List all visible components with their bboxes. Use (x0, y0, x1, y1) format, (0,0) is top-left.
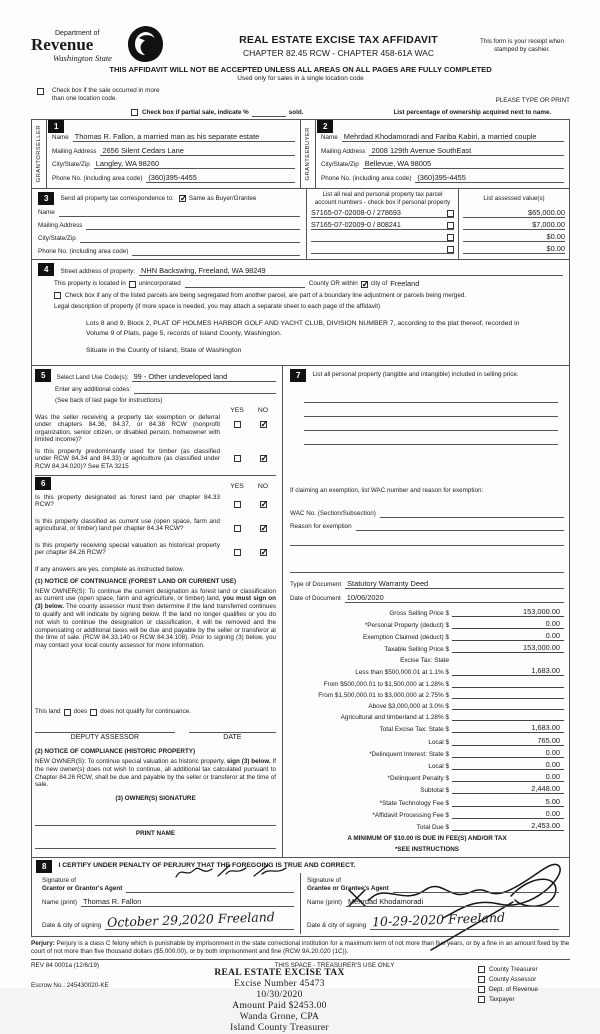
s5-q1-yes-checkbox[interactable] (234, 421, 241, 428)
property-section (31, 259, 570, 366)
distribution-label: Dept. of Revenue (489, 985, 539, 993)
grantor-date-city-field[interactable]: October 29,2020 Freeland (106, 908, 276, 930)
taxable-selling-price[interactable]: 153,000.00 (452, 643, 564, 653)
seller-csz-label: City/State/Zip (52, 161, 90, 168)
logo-dept-of: Department of (55, 30, 100, 37)
city-value[interactable]: Freeland (390, 279, 420, 288)
owners-signature-label: (3) OWNER(S) SIGNATURE (115, 795, 196, 803)
assessed-value[interactable]: $0.00 (463, 230, 565, 242)
tier3-tax[interactable] (452, 690, 564, 699)
legal-description: Lots 8 and 9, Block 2, PLAT OF HOLMES HARBOR GOLF AND YACHT CLUB, DIVISION NUMBER 7, according to the plat thereof, recorded in Volume 9 of Plats, page 5, records of Island County, Washington. (86, 320, 520, 337)
total-excise-local[interactable]: 765.00 (452, 736, 564, 746)
partial-sale-sold: sold. (288, 109, 304, 116)
please-type-label: PLEASE TYPE OR PRINT (495, 97, 570, 104)
corr-phone-field[interactable] (132, 247, 300, 256)
personal-property-deduct[interactable]: 0.00 (452, 619, 564, 629)
deputy-assessor-label: DEPUTY ASSESSOR (70, 734, 140, 742)
street-address-field[interactable]: NHN Backswing, Freeland, WA 98249 (139, 266, 563, 276)
affidavit-processing-fee[interactable]: 0.00 (452, 809, 564, 819)
minimum-fee-note: A MINIMUM OF $10.00 IS DUE IN FEE(S) AND/OR TAX (347, 834, 507, 842)
correspondence-label: Send all property tax correspondence to: (60, 194, 174, 202)
segregated-label: Check box if any of the listed parcels are being segregated from another parcel, are part of a boundary line adjustment or parcels being merged. (65, 292, 467, 299)
reason-extra-line[interactable] (290, 562, 564, 573)
buyer-address-field[interactable]: 2008 129th Avenue SouthEast (369, 146, 564, 156)
assessed-value[interactable]: $7,000.00 (463, 218, 565, 230)
seller-phone-label: Phone No. (including area code) (52, 174, 143, 182)
s5-question-1: Was the seller receiving a property tax exemption or deferral under chapters 84.36, 84.37, or 84.38 RCW (nonprofit organization, senior citizen, or disabled person, homeowner with limited income)? (35, 413, 220, 444)
unincorporated-checkbox[interactable] (129, 281, 136, 288)
land-use-label: Select Land Use Code(s): (56, 373, 129, 381)
county-field[interactable] (185, 287, 305, 288)
seller-phone-field[interactable]: (360)395-4455 (146, 173, 295, 183)
corr-phone-label: Phone No. (including area code) (38, 248, 129, 255)
s6-q3-no-checkbox[interactable] (260, 549, 267, 556)
unincorporated-label: unincorporated (138, 280, 181, 287)
seller-address-label: Mailing Address (52, 147, 97, 155)
section-6-badge: 6 (35, 477, 51, 490)
form-title: REAL ESTATE EXCISE TAX AFFIDAVIT (239, 34, 438, 46)
left-column: 5 Select Land Use Code(s): 99 - Other undeveloped land Enter any additional codes: (See back of last page for instructions) YES NO Was the seller receiving a property tax exemption or deferral under chapters 84.36, 84.37, or 84.38 RCW (nonprofit organization, senior citizen, or disabled person, homeowner with limited income)? ✓ Is this property predominantly used for timber (as classified under RCW 84.34 and 84.33) or agriculture (as classified under RCW 84.34.020)? See ETA 3215 ✓ 6 YES NO Is this property designated as forest land per chapter 84.33 RCW? ✓ Is this property classified as current use (open space, farm and agricultural, or timber) land per chapter 84.34 RCW? ✓ Is this property receiving special valuation as historical property per chapter 84.26 RCW? ✓ If any answers are yes, complete as instructed below. (1) NOTICE OF CONTINUANCE (FOREST LAND OR CURRENT USE) NEW OWNER(S): To continue the current designation as forest land or classification as current use (open space, farm and agriculture, or timber) land, you must sign on (3) below. The county assessor must then determine if the land transferred continues to qualify and will indicate by signing below. If the land no longer qualifies or you do not wish to continue the designation or classification, it will be removed and the compensating or additional taxes will be due and payable by the seller or transferor at the time of sale. (RCW 84.33.140 or RCW 84.34.108). Prior to signing (3) below, you may contact your local county assessor for more information. This land does does not qualify for continuance. DEPUTY ASSESSOR DATE (2) NOTICE OF COMPLIANCE (HISTORIC PROPERTY) NEW OWNER(S): To continue special valuation as historic property, sign (3) below. If the new owner(s) does not wish to continue, all additional tax calculated pursuant to Chapter 84.26 RCW, shall be due and payable by the seller or transferor at the time of sale. (3) OWNER(S) SIGNATURE PRINT NAME (32, 366, 282, 857)
multi-location-checkbox[interactable] (37, 88, 44, 95)
grantor-name-print-field[interactable]: Thomas R. Fallon (81, 897, 294, 907)
buyer-phone-field[interactable]: (360)395-4455 (415, 173, 564, 183)
city-of-label: city of (370, 280, 388, 287)
wac-no-field[interactable] (380, 509, 564, 518)
certification-section (31, 857, 570, 937)
ownership-label: List percentage of ownership acquired next to name. (393, 109, 552, 116)
county-treasurer-checkbox[interactable] (478, 966, 485, 973)
legal-desc-label: Legal description of property (if more space is needed, you may attach a separate sheet to each page of the affidavit) (54, 303, 381, 310)
correspondence-box (32, 189, 307, 259)
corr-address-label: Mailing Address (38, 222, 83, 229)
grantor-name-print-label: Name (print) (42, 898, 77, 906)
personal-property-line[interactable] (304, 406, 558, 417)
seller-box (32, 120, 301, 188)
s6-question-3: Is this property receiving special valuation as historical property per chapter 84.26 RCW? (35, 541, 220, 557)
additional-codes-field[interactable] (134, 385, 276, 394)
s6-q3-yes-checkbox[interactable] (234, 549, 241, 556)
distribution-label: County Treasurer (489, 965, 538, 973)
usage-note: Used only for sales in a single location code (237, 75, 364, 82)
parcel-personal-checkbox[interactable] (447, 246, 454, 253)
notice-compliance-body: NEW OWNER(S): To continue special valuation as historic property, sign (3) below. If the new owner(s) does not wish to continue, all additional tax calculated pursuant to Chapter 84.26 RCW, shall be due and payable by the seller or transferor at the time of sale. (35, 758, 277, 789)
parcel-personal-checkbox[interactable] (447, 210, 454, 217)
notice-compliance-title: (2) NOTICE OF COMPLIANCE (HISTORIC PROPERTY) (35, 748, 196, 756)
buyer-name-field[interactable]: Mehrdad Khodamoradi and Fariba Kabiri, a married couple (342, 132, 564, 142)
buyer-box (301, 120, 569, 188)
right-column: 7 List all personal property (tangible and intangible) included in selling price. If claiming an exemption, list WAC number and reason for exemption: WAC No. (Section/Subsection) Reason for exemption Type of Document Statutory Warranty Deed Date of Document 10/06/2020 Gross Selling Price $ 153,000.00 *Personal Property (deduct) $ 0.00 Exemption Claimed (deduct) $ 0.00 Taxable Selling Price $ 153,000.00 Excise Tax: State Less than $500,000.01 at 1.1% $ 1,683.00 From $500,000.01 to $1,500,000 at 1.28% $ From $1,500,000.01 to $3,000,000 at 2.75% $ Above $3,000,000 at 3.0% $ Agricultural and timberland at 1.28% $ Total Excise Tax: State $ 1,683.00 Local $ 765.00 *Delinquent Interest: State $ 0.00 Local $ 0.00 *Delinquent Penalty $ 0.00 Subtotal $ 2,448.00 *State Technology Fee $ 5.00 *Affidavit Processing Fee $ 0.00 Total Due $ 2,453.00 A MINIMUM OF $10.00 IS DUE IN FEE(S) AND/OR TAX *SEE INSTRUCTIONS (282, 366, 569, 857)
distribution-list (478, 962, 570, 1034)
tier4-tax[interactable] (452, 701, 564, 710)
form-rev-number: REV 84 0001a (12/6/19) (31, 961, 99, 969)
total-due[interactable]: 2,453.00 (452, 821, 564, 831)
grantor-signature-field[interactable] (126, 884, 294, 893)
assessed-value[interactable]: $0.00 (463, 242, 565, 254)
doc-type-label: Type of Document (290, 580, 342, 588)
agricultural-tax[interactable] (452, 712, 564, 721)
print-name-label: PRINT NAME (135, 830, 176, 838)
buyer-side-label: BUYER GRANTEE (301, 120, 316, 188)
subtotal[interactable]: 2,448.00 (452, 784, 564, 794)
dor-swirl-icon (125, 24, 165, 69)
land-does-not-checkbox[interactable] (90, 709, 97, 716)
seller-name-field[interactable]: Thomas R. Fallon, a married man as his separate estate (73, 132, 295, 142)
reason-field[interactable] (356, 522, 564, 531)
escrow-number: 245430020-KE (66, 981, 109, 989)
s5-q1-no-checkbox[interactable] (260, 421, 267, 428)
land-does-checkbox[interactable] (64, 709, 71, 716)
notice-continuance-body: NEW OWNER(S): To continue the current designation as forest land or classification as current use (open space, farm and agriculture, or timber) land, you must sign on (3) below. The county assessor must then determine if the land transferred continues to qualify and will indicate by signing below. If the land no longer qualifies or you do not wish to continue the designation or classification, it will be removed and the compensating or additional taxes will be due and payable by the seller or transferor at the time of sale. (RCW 84.33.140 or RCW 84.34.108). Prior to signing (3) below, you may contact your local county assessor for more information. (35, 587, 277, 650)
s5-question-2: Is this property predominantly used for timber (as classified under RCW 84.34 and 84.33) or agriculture (as classified under RCW 84.34.020)? See ETA 3215 (35, 447, 220, 471)
buyer-address-label: Mailing Address (321, 147, 366, 155)
doc-date-field[interactable]: 10/06/2020 (345, 593, 564, 603)
treasurer-area (31, 962, 570, 1034)
tier2-tax[interactable] (452, 679, 564, 688)
exemption-claim-label: If claiming an exemption, list WAC number and reason for exemption: (290, 486, 484, 494)
receipt-note: This form is your receipt when stamped by cashier. (480, 38, 564, 53)
personal-property-label: List all personal property (tangible and intangible) included in selling price. (312, 370, 519, 378)
doc-type-field[interactable]: Statutory Warranty Deed (345, 579, 564, 589)
section-1-badge: 1 (48, 120, 64, 133)
county-assessor-checkbox[interactable] (478, 976, 485, 983)
escrow-label: Escrow No.: (31, 981, 65, 989)
reason-extra-line[interactable] (290, 535, 564, 546)
buyer-name-label: Name (321, 134, 338, 141)
distribution-label: Taxpayer (489, 995, 515, 1003)
s6-q1-yes-checkbox[interactable] (234, 501, 241, 508)
grantee-signature-block (300, 873, 565, 934)
seller-name-label: Name (52, 134, 69, 141)
buyer-csz-label: City/State/Zip (321, 161, 359, 168)
parcels-header: List all real and personal property tax parcel account numbers - check box if personal property (314, 191, 451, 206)
s6-question-2: Is this property classified as current use (open space, farm and agricultural, or timber) land per chapter 84.34 RCW? (35, 517, 220, 533)
buyer-phone-label: Phone No. (including area code) (321, 174, 412, 182)
header (31, 30, 570, 63)
corr-address-field[interactable] (86, 221, 300, 230)
section-3-badge: 3 (38, 192, 54, 205)
reason-label: Reason for exemption (290, 522, 352, 530)
distribution-label: County Assessor (489, 975, 537, 983)
state-technology-fee[interactable]: 5.00 (452, 797, 564, 807)
seller-side-label: SELLER GRANTOR (32, 120, 47, 188)
deputy-date-label: DATE (223, 734, 242, 742)
section-4-badge: 4 (38, 263, 54, 276)
if-yes-note: If any answers are yes, complete as instructed below. (35, 565, 185, 573)
tier1-tax[interactable]: 1,683.00 (452, 666, 564, 676)
corr-name-label: Name (38, 209, 55, 216)
delinquent-penalty[interactable]: 0.00 (452, 772, 564, 782)
located-in-label: This property is located in (54, 280, 126, 287)
city-of-checkbox[interactable] (361, 281, 368, 288)
header-titles (203, 30, 474, 63)
personal-property-line[interactable] (304, 392, 558, 403)
grantee-sig-label: Signature of Grantee or Grantee's Agent (307, 876, 389, 892)
see-instructions-note: *SEE INSTRUCTIONS (394, 845, 460, 853)
gross-selling-price[interactable]: 153,000.00 (452, 607, 564, 617)
treasurer-use-label: THIS SPACE - TREASURER'S USE ONLY (274, 961, 395, 969)
certify-statement: I CERTIFY UNDER PENALTY OF PERJURY THAT THE FOREGOING IS TRUE AND CORRECT. (58, 862, 356, 870)
acceptance-notice: THIS AFFIDAVIT WILL NOT BE ACCEPTED UNLESS ALL AREAS ON ALL PAGES ARE FULLY COMPLETED (109, 65, 492, 74)
dept-of-revenue-checkbox[interactable] (478, 986, 485, 993)
parcel-number[interactable]: S7165-07-02008-0 / 278693 (311, 208, 401, 217)
grantee-name-print-label: Name (print) (307, 898, 342, 906)
seller-address-field[interactable]: 2656 Silent Cedars Lane (100, 146, 295, 156)
assessed-header: List assessed value(s) (483, 195, 545, 202)
perjury-statement: Perjury: Perjury is a class C felony which is punishable by imprisonment in the state correctional institution for a maximum term of not more than five years, or by a fine in an amount fixed by the court of not more than five thousand dollars ($5,000.00), or by both imprisonment and fine (RCW 9A.20.020 (1C)). (31, 940, 570, 960)
exemption-claimed-deduct[interactable]: 0.00 (452, 631, 564, 641)
additional-codes-label: Enter any additional codes: (55, 385, 131, 393)
segregated-checkbox[interactable] (54, 292, 61, 299)
s5-q2-no-checkbox[interactable] (260, 455, 267, 462)
personal-property-line[interactable] (304, 420, 558, 431)
mid-section (31, 365, 570, 858)
delinquent-interest-state[interactable]: 0.00 (452, 748, 564, 758)
grantee-date-city-field[interactable]: 10-29-2020 Freeland (371, 909, 506, 930)
assessed-value[interactable]: $65,000.00 (463, 206, 565, 218)
dor-logo (31, 30, 203, 63)
multi-location-label: Check box if the sale occurred in more than one location code. (52, 87, 160, 102)
treasurer-stamp: REAL ESTATE EXCISE TAX Excise Number 45473 10/30/2020 Amount Paid $2453.00 Wanda Grone, CPA Island County Treasurer (214, 967, 345, 1033)
see-back-note: (See back of last page for instructions) (55, 396, 163, 404)
parcels-box (307, 189, 569, 259)
legal-situate: Situate in the County of Island, State of Washington (86, 347, 242, 354)
partial-sale-percent-field[interactable] (252, 109, 286, 117)
parcel-personal-checkbox[interactable] (447, 222, 454, 229)
print-name-line[interactable] (35, 848, 276, 849)
buyer-csz-field[interactable]: Bellevue, WA 98005 (363, 159, 564, 169)
owner-signature-line[interactable] (35, 825, 276, 826)
notice-continuance-title: (1) NOTICE OF CONTINUANCE (FOREST LAND OR CURRENT USE) (35, 577, 237, 585)
party-section (31, 119, 570, 189)
land-use-field[interactable]: 99 - Other undeveloped land (132, 372, 276, 382)
grantor-sig-label: Signature of Grantor or Grantor's Agent (42, 876, 123, 892)
street-address-label: Street address of property: (60, 268, 136, 275)
section-7-badge: 7 (290, 369, 306, 382)
logo-washington-state: Washington State (53, 53, 112, 63)
parcel-number[interactable]: S7165-07-02009-0 / 808241 (311, 220, 401, 229)
tax-correspondence-section (31, 188, 570, 260)
same-as-buyer-checkbox[interactable] (179, 195, 186, 202)
section-5-badge: 5 (35, 369, 51, 382)
s6-question-1: Is this property designated as forest land per chapter 84.33 RCW? (35, 493, 220, 509)
delinquent-interest-local[interactable]: 0.00 (452, 760, 564, 770)
logo-revenue: Revenue (31, 35, 94, 54)
corr-name-field[interactable] (59, 208, 300, 217)
parcel-personal-checkbox[interactable] (447, 234, 454, 241)
total-excise-state[interactable]: 1,683.00 (452, 723, 564, 733)
s6-q1-no-checkbox[interactable] (260, 501, 267, 508)
section-8-badge: 8 (36, 860, 52, 873)
form-subtitle: CHAPTER 82.45 RCW - CHAPTER 458-61A WAC (243, 48, 434, 58)
grantee-signature-field[interactable] (393, 884, 559, 893)
taxpayer-checkbox[interactable] (478, 996, 485, 1003)
partial-sale-checkbox[interactable] (131, 109, 138, 116)
seller-csz-field[interactable]: Langley, WA 98260 (94, 159, 295, 169)
s5-q2-yes-checkbox[interactable] (234, 455, 241, 462)
excise-tax-state-header (452, 655, 564, 664)
grantee-date-city-label: Date & city of signing (307, 921, 367, 929)
s6-q2-no-checkbox[interactable] (260, 525, 267, 532)
same-as-buyer-label: Same as Buyer/Grantee (188, 194, 257, 202)
personal-property-line[interactable] (304, 434, 558, 445)
continuance-qualify-row: This land does does not qualify for continuance. (35, 708, 191, 716)
yes-no-header: YES NO (230, 406, 269, 414)
doc-date-label: Date of Document (290, 594, 341, 602)
corr-csz-label: City/State/Zip (38, 235, 76, 242)
section-2-badge: 2 (317, 120, 333, 133)
grantor-signature-block (36, 873, 300, 934)
grantor-date-city-label: Date & city of signing (42, 921, 102, 929)
grantee-name-print-field[interactable]: Mehrdad Khodamoradi (346, 897, 559, 907)
partial-sale-label: Check box if partial sale, indicate % (142, 109, 249, 116)
county-or-label: County OR within (308, 280, 358, 287)
corr-csz-field[interactable] (80, 234, 300, 243)
wac-no-label: WAC No. (Section/Subsection) (290, 509, 376, 517)
s6-q2-yes-checkbox[interactable] (234, 525, 241, 532)
